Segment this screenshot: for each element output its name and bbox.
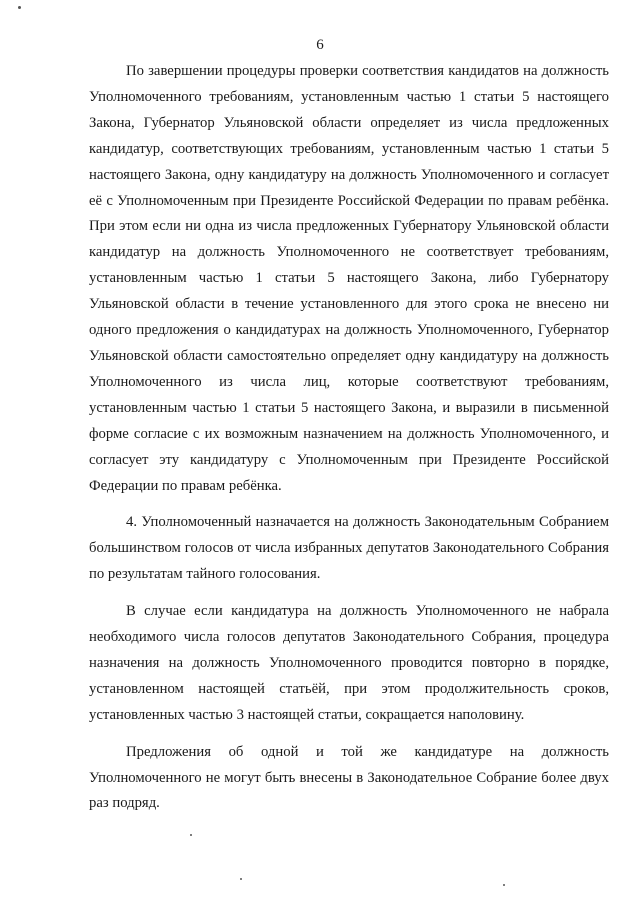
scan-speck xyxy=(503,884,505,886)
document-body xyxy=(89,59,609,828)
paragraph-submission-limit: Предложения об одной и той же кандидатуре на должность Уполномоченного не могут быть внесены в Законодательное Собрание более двух раз подряд. xyxy=(89,743,609,812)
page-number: 6 xyxy=(316,37,324,53)
paragraph-appointment-vote: 4. Уполномоченный назначается на должность Законодательным Собранием большинством голосов от числа избранных депутатов Законодательного Собрания по результатам тайного голосования. xyxy=(89,514,609,583)
paragraph-candidate-selection: По завершении процедуры проверки соответствия кандидатов на должность Уполномоченного требованиям, установленным частью 1 статьи 5 настоящего Закона, Губернатор Ульяновской области определяет из числа предложенных кандидатур, соответствующих требованиям, установленным частью 1 статьи 5 настоящего Закона, одну кандидатуру на должность Уполномоченного и согласует её с Уполномоченным при Президенте Российской Федерации по правам ребёнка. При этом если ни одна из числа предложенных Губернатору Ульяновской области кандидатур на должность Уполномоченного не соответствует требованиям, установленным частью 1 статьи 5 настоящего Закона, либо Губернатору Ульяновской области в течение установленного для этого срока не внесено ни одного предложения о кандидатурах на должность Уполномоченного, Губернатор Ульяновской области самостоятельно определяет одну кандидатуру на должность Уполномоченного из числа лиц, которые соответствуют требованиям, установленным частью 1 статьи 5 настоящего Закона, и выразили в письменной форме согласие с их возможным назначением на должность Уполномоченного, и согласует эту кандидатуру с Уполномоченным при Президенте Российской Федерации по правам ребёнка. xyxy=(89,63,609,494)
scan-speck xyxy=(240,878,242,880)
scan-speck xyxy=(190,834,192,836)
paragraph-repeat-procedure: В случае если кандидатура на должность Уполномоченного не набрала необходимого числа голосов депутатов Законодательного Собрания, процедура назначения на должность Уполномоченного проводится повторно в порядке, установленном настоящей статьёй, при этом продолжительность сроков, установленных частью 3 настоящей статьи, сокращается наполовину. xyxy=(89,603,609,723)
scan-speck xyxy=(18,6,21,9)
